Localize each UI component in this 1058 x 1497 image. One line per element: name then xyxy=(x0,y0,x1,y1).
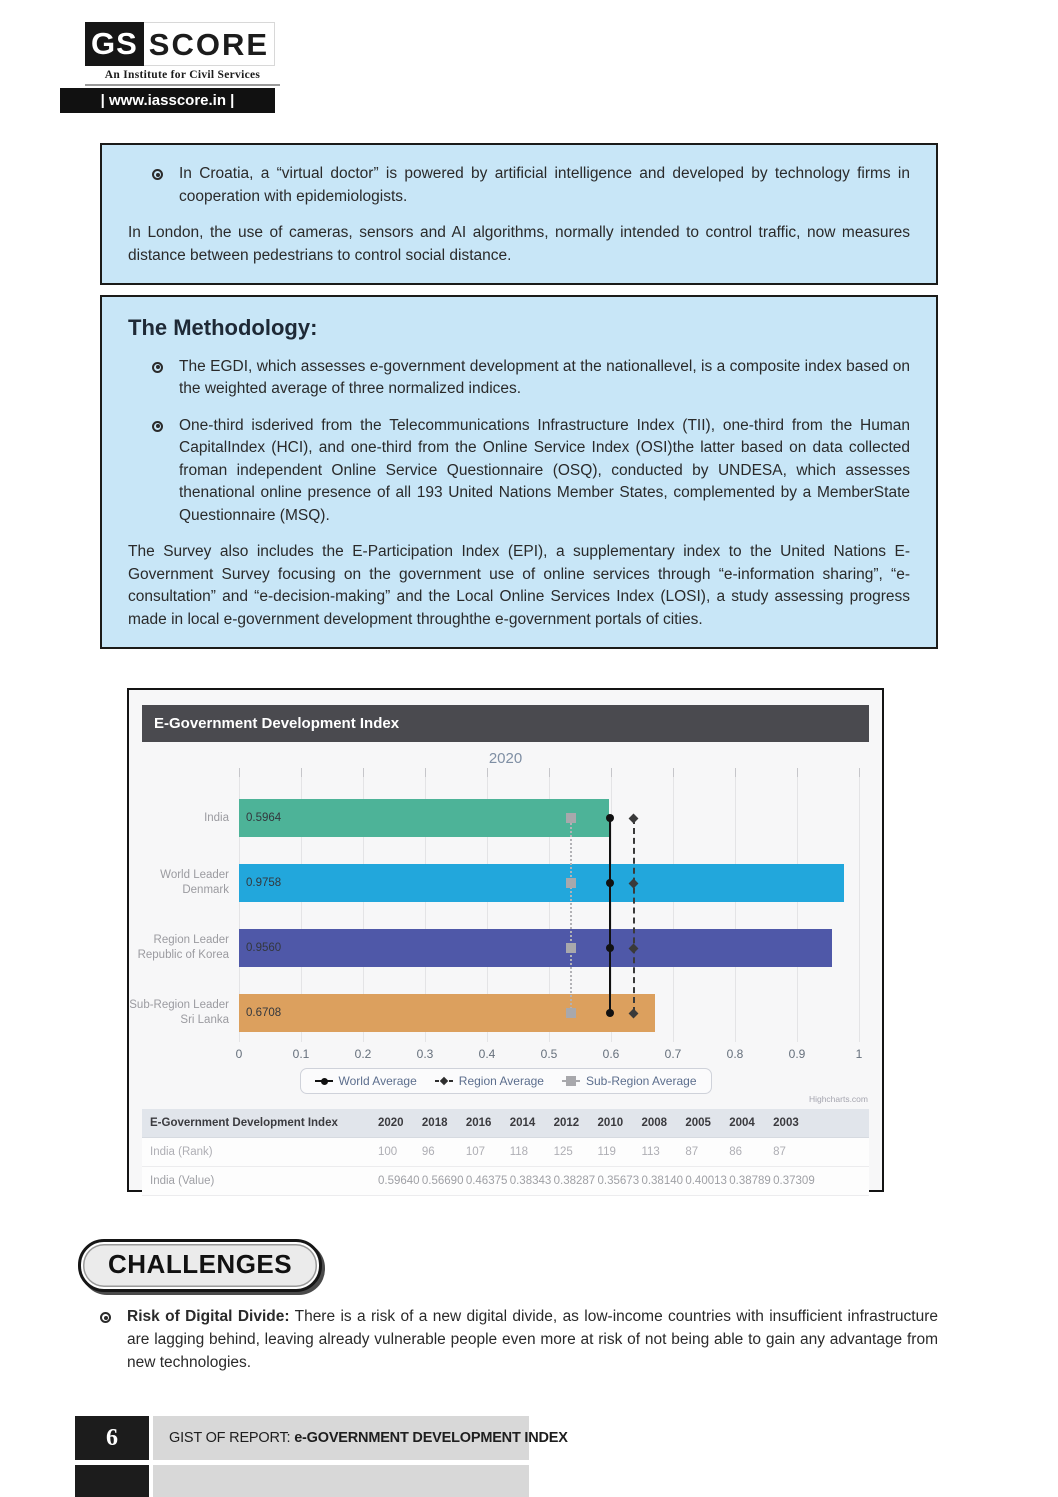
page-number-box: 6 xyxy=(75,1416,149,1460)
bar-value-label: 0.9560 xyxy=(246,942,282,954)
ref-line-region-average xyxy=(633,818,635,1013)
logo-gs-block: GS xyxy=(85,22,144,66)
challenges-heading-pill xyxy=(78,1239,322,1292)
methodology-box xyxy=(100,295,938,649)
marker-square xyxy=(566,1008,576,1018)
table-cell: 118 xyxy=(509,1146,529,1158)
challenge-lead: Risk of Digital Divide: xyxy=(127,1308,290,1325)
bar xyxy=(239,799,609,837)
legend-item xyxy=(562,1074,697,1088)
footer-label-bold: e-GOVERNMENT DEVELOPMENT INDEX xyxy=(294,1430,568,1446)
table-cell: 100 xyxy=(378,1146,398,1158)
category-label: World Leader Denmark xyxy=(160,869,229,896)
x-axis-label: 0.1 xyxy=(292,1047,310,1061)
chart-title: E-Government Development Index xyxy=(142,705,869,742)
ref-line-sub-region-average xyxy=(570,818,572,1013)
bullet-icon xyxy=(152,362,163,373)
table-cell: 107 xyxy=(465,1146,485,1158)
table-cell: 0.40013 xyxy=(685,1175,727,1187)
marker-diamond xyxy=(629,813,639,823)
table-cell: 0.59640 xyxy=(378,1175,420,1187)
marker-square xyxy=(566,878,576,888)
intro-paragraph: In London, the use of cameras, sensors and AI algorithms, normally intended to control traffic, now measures distance between pedestrians to control social distance. xyxy=(128,224,910,264)
table-row xyxy=(142,1109,869,1138)
marker-circle xyxy=(606,879,614,887)
bar xyxy=(239,929,832,967)
axis-tick xyxy=(859,768,860,777)
table-cell: 0.38343 xyxy=(509,1175,552,1187)
x-axis-label: 0.8 xyxy=(726,1047,744,1061)
bar xyxy=(239,994,655,1032)
table-row xyxy=(142,1167,869,1196)
axis-tick xyxy=(239,768,240,777)
category-label: Region Leader Republic of Korea xyxy=(137,934,229,961)
axis-tick xyxy=(487,768,488,777)
bullet-icon xyxy=(152,421,163,432)
methodology-bullet-1: The EGDI, which assesses e-government development at the nationallevel, is a composite index based on the weighted average of three normalized indices. xyxy=(179,357,910,397)
egdi-chart-panel xyxy=(127,688,884,1192)
gsscore-logo xyxy=(85,22,280,86)
logo-score-text: SCORE xyxy=(144,22,275,66)
gridline xyxy=(735,777,736,1042)
table-row-label: E-Government Development Index xyxy=(150,1117,338,1129)
footer-gray-block xyxy=(153,1465,529,1497)
table-cell: 2010 xyxy=(597,1117,624,1129)
legend-label: World Average xyxy=(338,1074,417,1088)
table-cell: 2020 xyxy=(378,1117,404,1129)
table-cell: 0.38287 xyxy=(553,1175,596,1187)
gridline xyxy=(797,777,798,1042)
table-cell: 2008 xyxy=(641,1117,668,1129)
footer-black-block xyxy=(75,1465,149,1497)
legend-label: Region Average xyxy=(458,1074,544,1088)
challenge-text xyxy=(127,1305,938,1374)
logo-divider xyxy=(85,84,280,86)
x-axis-label: 0.2 xyxy=(354,1047,372,1061)
marker-square xyxy=(566,943,576,953)
gridline xyxy=(859,777,860,1042)
website-bar: | www.iasscore.in | xyxy=(60,88,275,113)
category-label: India xyxy=(204,811,229,824)
chart-legend xyxy=(300,1068,712,1094)
table-cell: 87 xyxy=(685,1146,699,1158)
category-label: Sub-Region Leader Sri Lanka xyxy=(129,999,229,1026)
legend-label: Sub-Region Average xyxy=(585,1074,697,1088)
x-axis-label: 0.5 xyxy=(540,1047,558,1061)
table-cell: 0.38789 xyxy=(729,1175,771,1187)
table-row-label: India (Value) xyxy=(150,1175,215,1187)
legend-marker-icon xyxy=(435,1076,453,1086)
bar-value-label: 0.5964 xyxy=(246,812,282,824)
axis-tick xyxy=(735,768,736,777)
methodology-paragraph: The Survey also includes the E-Participation Index (EPI), a supplementary index to the United Nations E-Government Survey focusing on the government use of online services through “e-information sharing”, “e-consultation” and “e-decision-making” and the Local Online Services Index (LOSI), a study assessing progress made in local e-government development throughthe e-government portals of cities. xyxy=(128,543,910,628)
table-cell: 86 xyxy=(729,1146,743,1158)
table-cell: 113 xyxy=(641,1146,660,1158)
table-cell: 2003 xyxy=(773,1117,799,1129)
table-cell: 2005 xyxy=(685,1117,711,1129)
x-axis-label: 0.9 xyxy=(788,1047,806,1061)
table-cell: 0.56690 xyxy=(421,1175,464,1187)
table-cell: 2012 xyxy=(553,1117,580,1129)
egdi-history-table xyxy=(142,1109,869,1196)
intro-bullet-text: In Croatia, a “virtual doctor” is powered by artificial intelligence and developed by technology firms in cooperation with epidemiologists. xyxy=(179,165,910,205)
x-axis-label: 0.7 xyxy=(664,1047,682,1061)
footer-title-bar xyxy=(153,1416,568,1460)
marker-circle xyxy=(606,1009,614,1017)
bar-value-label: 0.6708 xyxy=(246,1007,282,1019)
table-cell: 0.37309 xyxy=(773,1175,815,1187)
table-cell: 96 xyxy=(421,1146,435,1158)
x-axis-label: 0.3 xyxy=(416,1047,434,1061)
table-cell: 2016 xyxy=(465,1117,492,1129)
legend-item xyxy=(315,1074,417,1088)
challenges-title: CHALLENGES xyxy=(108,1249,293,1279)
plot-area xyxy=(129,777,863,1061)
table-cell: 87 xyxy=(773,1146,786,1158)
table-cell: 125 xyxy=(553,1146,573,1158)
x-axis-label: 0.4 xyxy=(478,1047,496,1061)
bar xyxy=(239,864,844,902)
axis-tick xyxy=(549,768,550,777)
axis-tick xyxy=(301,768,302,777)
axis-tick xyxy=(797,768,798,777)
chart-subtitle: 2020 xyxy=(488,750,523,767)
challenge-body: There is a risk of a new digital divide, as low-income countries with insufficient infrastructure are lagging behind, leaving already vulnerable people even more at risk of not being able to gain any advantage from new technologies. xyxy=(127,1308,938,1371)
challenge-bullet-item xyxy=(100,1305,938,1374)
table-cell: 2004 xyxy=(729,1117,755,1129)
marker-square xyxy=(566,813,576,823)
marker-circle xyxy=(606,944,614,952)
axis-tick xyxy=(611,768,612,777)
x-axis-label: 0.6 xyxy=(602,1047,620,1061)
highcharts-credit: Highcharts.com xyxy=(808,1094,868,1104)
table-row xyxy=(142,1138,869,1167)
bullet-icon xyxy=(100,1312,111,1323)
legend-marker-icon xyxy=(562,1076,580,1086)
marker-circle xyxy=(606,814,614,822)
axis-tick xyxy=(363,768,364,777)
table-cell: 119 xyxy=(597,1146,616,1158)
table-row-label: India (Rank) xyxy=(150,1146,213,1158)
x-axis-label: 1 xyxy=(855,1047,863,1061)
table-cell: 2014 xyxy=(509,1117,536,1129)
logo-tagline: An Institute for Civil Services xyxy=(104,69,261,81)
bar-value-label: 0.9758 xyxy=(246,877,282,889)
gridline xyxy=(673,777,674,1042)
table-cell: 0.38140 xyxy=(641,1175,684,1187)
intro-box xyxy=(100,143,938,285)
table-cell: 0.46375 xyxy=(465,1175,508,1187)
bullet-icon xyxy=(152,169,163,180)
legend-marker-icon xyxy=(315,1076,333,1086)
ref-line-world-average xyxy=(609,818,611,1013)
axis-tick xyxy=(673,768,674,777)
legend-item xyxy=(435,1074,544,1088)
footer-label-prefix: GIST OF REPORT: xyxy=(169,1430,295,1446)
methodology-title: The Methodology: xyxy=(128,315,318,340)
methodology-bullet-2: One-third isderived from the Telecommunications Infrastructure Index (TII), one-third from the Human CapitalIndex (HCI), and one-third from the Online Service Index (OSI)the latter based on data collected froman independent Online Service Questionnaire (OSQ), conducted by UNDESA, which assesses thenational online presence of all 193 United Nations Member States, complemented by a MemberState Questionnaire (MSQ). xyxy=(179,416,910,524)
axis-tick xyxy=(425,768,426,777)
x-axis-label: 0 xyxy=(235,1047,243,1061)
table-cell: 2018 xyxy=(421,1117,448,1129)
table-cell: 0.35673 xyxy=(597,1175,640,1187)
